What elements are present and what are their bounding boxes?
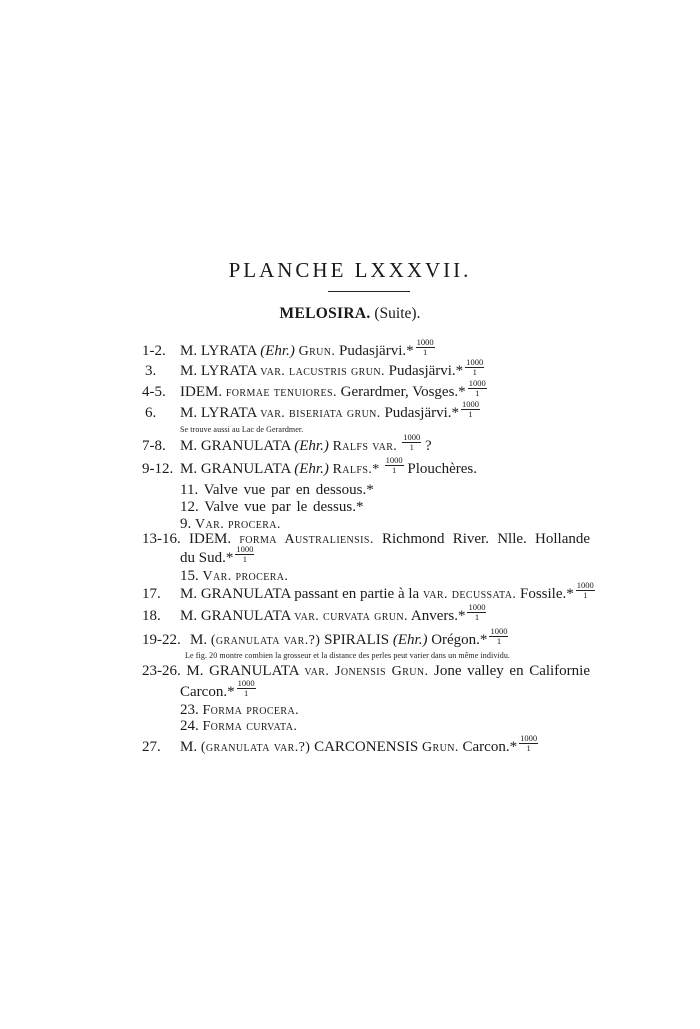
taxon-name: M. <box>190 632 208 648</box>
taxon-name: M. LYRATA <box>180 363 257 379</box>
magnification-fraction: $\frac{1000}{1}$ <box>416 337 434 358</box>
entry-number: 27. <box>142 739 161 755</box>
locality: Anvers.* <box>410 608 466 624</box>
taxon-name: M. GRANULATA <box>180 586 291 602</box>
locality: Gerardmer, Vosges.* <box>340 384 466 400</box>
form: Forma procera. <box>202 703 300 718</box>
sub-entry: 12. Valve vue par le dessus.* <box>180 499 364 515</box>
variety: Var. procera. <box>202 569 289 584</box>
entry-number: 18. <box>142 608 161 624</box>
variety: var. Jonensis Grun. <box>304 664 429 679</box>
entry-23-26-cont <box>180 678 256 702</box>
entry-number: 17. <box>142 586 161 602</box>
magnification-fraction: $\frac{1000}{1}$ <box>576 580 594 601</box>
entry-13-16-cont <box>180 544 254 568</box>
taxon-name: IDEM. <box>189 531 232 547</box>
author: Ralfs.* <box>332 462 380 477</box>
locality: Pudasjärvi.* <box>384 405 460 421</box>
entry-number: 13-16. <box>142 531 181 547</box>
entry-number: 9-12. <box>142 461 174 477</box>
taxon-name: IDEM. <box>180 384 223 400</box>
locality: Pudasjärvi.* <box>339 343 414 359</box>
variety: var. lacustris grun. <box>260 364 385 379</box>
variety: Var. procera. <box>195 517 281 532</box>
locality: Jone valley en Californie <box>434 663 591 679</box>
footnote: Le fig. 20 montre combien la grosseur et la distance des perles peut varier dans un même individu. <box>185 651 511 660</box>
entry-23-26 <box>142 662 590 681</box>
form: forma Australiensis. <box>239 532 374 547</box>
author-italic: (Ehr.) <box>260 343 295 359</box>
entry-number: 1-2. <box>142 343 166 359</box>
qualifier: (granulata var.?) <box>210 633 321 648</box>
title-divider <box>328 291 410 292</box>
taxon-name: M. GRANULATA <box>180 461 291 477</box>
page-title: PLANCHE LXXXVII. <box>228 258 472 282</box>
taxon-name: M. LYRATA <box>180 343 257 359</box>
sub-number: 24. <box>180 718 199 734</box>
entry-number: 4-5. <box>142 384 166 400</box>
sub-entry <box>180 717 297 736</box>
entry-17 <box>142 580 595 604</box>
query-mark: ? <box>424 438 432 454</box>
entry-1-2 <box>142 337 435 361</box>
magnification-fraction: $\frac{1000}{1}$ <box>468 378 486 399</box>
variety: var. biseriata grun. <box>260 406 381 421</box>
form: Forma curvata. <box>202 719 298 734</box>
taxon-name: M. <box>180 739 198 755</box>
footnote: Se trouve aussi au Lac de Gerardmer. <box>180 425 304 434</box>
entry-number: 23-26. <box>142 663 181 679</box>
locality: Richmond River. Nlle. Hollande <box>381 531 591 547</box>
species-name: SPIRALIS <box>324 632 390 648</box>
author: Grun. <box>422 740 459 755</box>
form: formae tenuiores. <box>225 385 337 400</box>
entry-7-8 <box>142 432 432 456</box>
entry-number: 6. <box>145 405 157 421</box>
locality: Carcon.* <box>180 684 235 700</box>
locality: Fossile.* <box>520 586 574 602</box>
genus-suffix: (Suite). <box>374 305 421 322</box>
sub-number: 23. <box>180 702 199 718</box>
taxon-name: M. GRANULATA <box>180 608 291 624</box>
genus-heading <box>0 305 700 323</box>
magnification-fraction: $\frac{1000}{1}$ <box>466 357 484 378</box>
sub-number: 9. <box>180 516 192 532</box>
entry-4-5 <box>142 378 487 402</box>
entry-number: 3. <box>145 363 157 379</box>
author-italic: (Ehr.) <box>294 461 329 477</box>
locality: Carcon.* <box>462 739 518 755</box>
entry-19-22 <box>142 626 508 650</box>
taxon-name: M. GRANULATA <box>180 438 291 454</box>
locality: du Sud.* <box>180 550 234 566</box>
locality: Orégon.* <box>431 632 488 648</box>
locality: Plouchères. <box>407 461 477 477</box>
magnification-fraction: $\frac{1000}{1}$ <box>520 733 538 754</box>
entry-13-16 <box>142 530 590 549</box>
magnification-fraction: $\frac{1000}{1}$ <box>236 544 254 565</box>
magnification-fraction: $\frac{1000}{1}$ <box>385 455 403 476</box>
description: passant en partie à la <box>294 586 420 602</box>
author: Ralfs var. <box>332 439 398 454</box>
entry-27 <box>142 733 538 757</box>
entry-3 <box>145 357 484 381</box>
author-italic: (Ehr.) <box>294 438 329 454</box>
author: Grun. <box>298 344 336 359</box>
magnification-fraction: $\frac{1000}{1}$ <box>403 432 421 453</box>
magnification-fraction: $\frac{1000}{1}$ <box>237 678 255 699</box>
species-name: CARCONENSIS <box>314 739 419 755</box>
magnification-fraction: $\frac{1000}{1}$ <box>490 626 508 647</box>
genus-name: MELOSIRA. <box>279 305 371 322</box>
entry-18 <box>142 602 486 626</box>
magnification-fraction: $\frac{1000}{1}$ <box>462 399 480 420</box>
variety: var. decussata. <box>422 587 517 602</box>
entry-9-12 <box>142 455 477 479</box>
entry-number: 7-8. <box>142 438 166 454</box>
taxon-name: M. GRANULATA <box>186 663 299 679</box>
variety: var. curvata grun. <box>294 609 408 624</box>
entry-number: 19-22. <box>142 632 181 648</box>
taxon-name: M. LYRATA <box>180 405 257 421</box>
qualifier: (granulata var.?) <box>200 740 311 755</box>
magnification-fraction: $\frac{1000}{1}$ <box>468 602 486 623</box>
sub-number: 15. <box>180 568 199 584</box>
author-italic: (Ehr.) <box>392 632 428 648</box>
sub-entry <box>180 567 288 586</box>
locality: Pudasjärvi.* <box>388 363 464 379</box>
entry-6 <box>145 399 480 423</box>
sub-entry: 11. Valve vue par en dessous.* <box>180 482 374 498</box>
